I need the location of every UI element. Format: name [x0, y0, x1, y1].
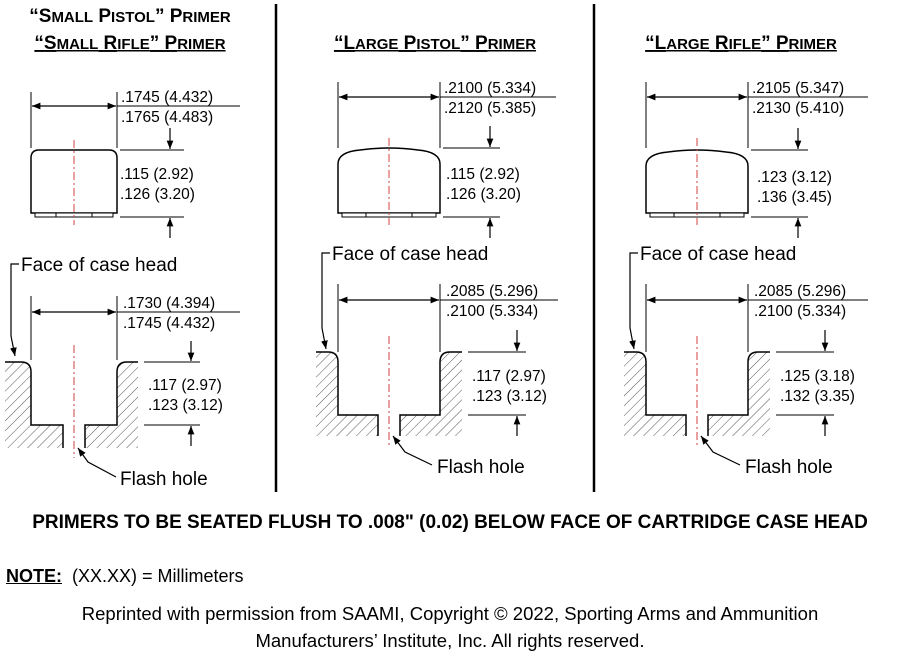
column-large-pistol — [316, 33, 558, 478]
primer-height-min: .115 (2.92) — [120, 166, 194, 183]
face-of-case-head-label: Face of case head — [640, 244, 797, 265]
pocket-diameter-max: .2085 (5.296) — [754, 283, 847, 300]
column-title-line: “LARGE RIFLE” PRIMER — [645, 33, 837, 54]
primer-diameter-min: .1765 (4.483) — [121, 109, 214, 126]
primer-height-max: .126 (3.20) — [446, 186, 521, 203]
flash-hole-label: Flash hole — [437, 457, 525, 478]
pocket-depth-max: .123 (3.12) — [472, 388, 547, 405]
column-small-pistol-small-rifle — [5, 6, 240, 490]
primer-height-max: .126 (3.20) — [120, 186, 195, 203]
note-text: (XX.XX) = Millimeters — [72, 566, 244, 586]
face-of-case-head-label: Face of case head — [332, 244, 489, 265]
primer-height-min: .115 (2.92) — [446, 166, 520, 183]
primer-height-max: .136 (3.45) — [757, 189, 832, 206]
copyright-credit — [0, 600, 900, 654]
column-title-line: “SMALL PISTOL” PRIMER — [29, 6, 231, 27]
credit-text: Reprinted with permission from SAAMI, Copyright © 2022, Sporting Arms and Ammunition Manufacturers’ Institute, Inc. All rights reserved. — [81, 603, 819, 651]
seating-requirement-note: PRIMERS TO BE SEATED FLUSH TO .008" (0.02) BELOW FACE OF CARTRIDGE CASE HEAD — [32, 512, 868, 533]
flash-hole-label: Flash hole — [745, 457, 833, 478]
pocket-depth-min: .125 (3.18) — [780, 368, 855, 385]
case-head-section — [316, 352, 378, 436]
pocket-diameter-min: .2100 (5.334) — [446, 303, 539, 320]
case-head-section — [5, 362, 63, 448]
primer-diameter-max: .1745 (4.432) — [121, 89, 214, 106]
primer-diameter-max: .2105 (5.347) — [752, 80, 845, 97]
pocket-diameter-max: .1730 (4.394) — [123, 295, 216, 312]
primer-diameter-min: .2130 (5.410) — [752, 100, 845, 117]
column-title-line: “SMALL RIFLE” PRIMER — [34, 33, 226, 54]
pocket-depth-max: .123 (3.12) — [148, 397, 223, 414]
primer-diameter-min: .2120 (5.385) — [444, 100, 537, 117]
pocket-depth-min: .117 (2.97) — [148, 377, 222, 394]
primer-diameter-max: .2100 (5.334) — [444, 80, 537, 97]
pocket-diameter-min: .2100 (5.334) — [754, 303, 847, 320]
pocket-depth-max: .132 (3.35) — [780, 388, 855, 405]
column-large-rifle — [624, 33, 868, 478]
note-key: NOTE: — [6, 566, 62, 586]
face-of-case-head-label: Face of case head — [21, 255, 178, 276]
pocket-diameter-max: .2085 (5.296) — [446, 283, 539, 300]
pocket-diameter-min: .1745 (4.432) — [123, 315, 216, 332]
primer-height-min: .123 (3.12) — [757, 169, 832, 186]
pocket-depth-min: .117 (2.97) — [472, 368, 546, 385]
units-note — [6, 566, 244, 587]
flash-hole-label: Flash hole — [120, 469, 208, 490]
case-head-section — [624, 352, 686, 436]
column-title-line: “LARGE PISTOL” PRIMER — [333, 33, 537, 54]
